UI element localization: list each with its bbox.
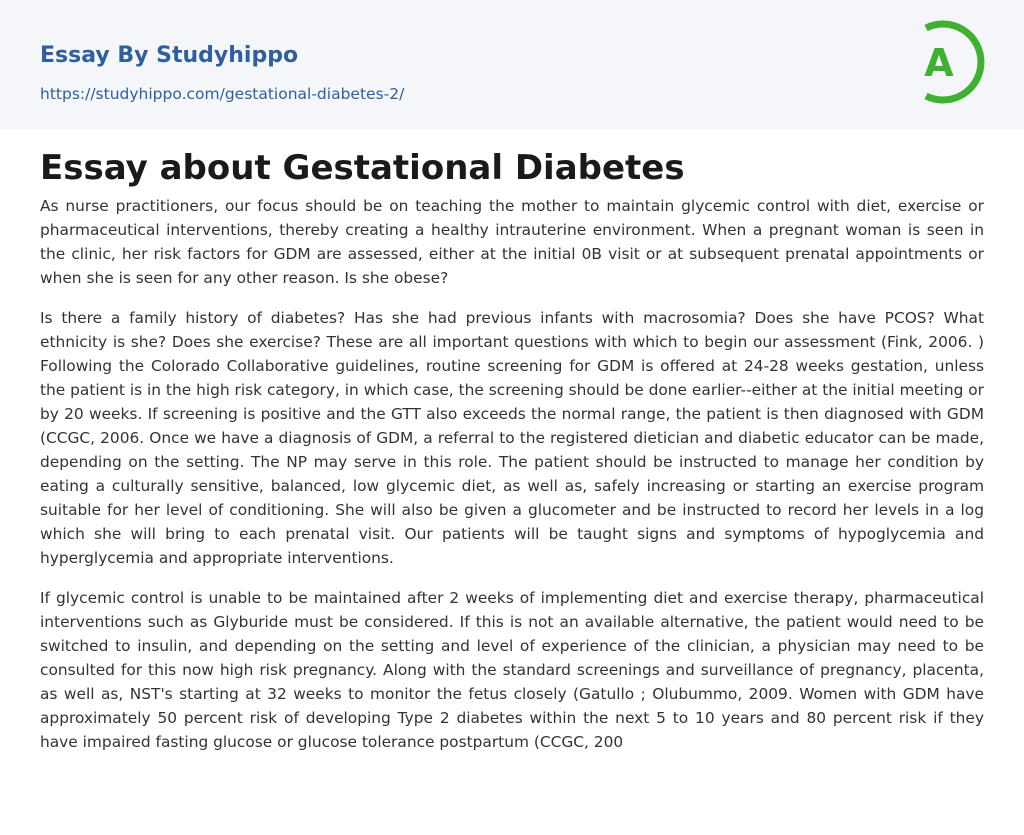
essay-body	[40, 194, 984, 770]
essay-paragraph: If glycemic control is unable to be maintained after 2 weeks of implementing diet and exercise therapy, pharmaceutical interventions such as Glyburide must be considered. If this is not an available alternative, the patient would need to be switched to insulin, and depending on the setting and level of experience of the clinician, a physician may need to be consulted for this now high risk pregnancy. Along with the standard screenings and surveillance of pregnancy, placenta, as well as, NST's starting at 32 weeks to monitor the fetus closely (Gatullo ; Olubummo, 2009. Women with GDM have approximately 50 percent risk of developing Type 2 diabetes within the next 5 to 10 years and 80 percent risk if they have impaired fasting glucose or glucose tolerance postpartum (CCGC, 200	[40, 589, 984, 751]
logo-letter: A	[924, 41, 954, 85]
page-title: Essay about Gestational Diabetes	[40, 148, 685, 188]
essay-paragraph: Is there a family history of diabetes? Has she had previous infants with macrosomia? Does she have PCOS? What ethnicity is she? Does she exercise? These are all important questions with which to begin our assessment (Fink, 2006. ) Following the Colorado Collaborative guidelines, routine screening for GDM is offered at 24-28 weeks gestation, unless the patient is in the high risk category, in which case, the screening should be done earlier--either at the initial meeting or by 20 weeks. If screening is positive and the GTT also exceeds the normal range, the patient is then diagnosed with GDM (CCGC, 2006. Once we have a diagnosis of GDM, a referral to the registered dietician and diabetic educator can be made, depending on the setting. The NP may serve in this role. The patient should be instructed to manage her condition by eating a culturally sensitive, balanced, low glycemic diet, as well as, safely increasing or starting an exercise program suitable for her level of conditioning. She will also be given a glucometer and be instructed to record her levels in a log which she will bring to each prenatal visit. Our patients will be taught signs and symptoms of hypoglycemia and hyperglycemia and appropriate interventions.	[40, 309, 984, 567]
essay-url-link[interactable]: https://studyhippo.com/gestational-diabetes-2/	[40, 85, 405, 103]
site-brand[interactable]: Essay By Studyhippo	[40, 43, 299, 68]
site-header	[0, 0, 1024, 129]
studyhippo-logo-icon[interactable]	[912, 20, 986, 104]
essay-paragraph: As nurse practitioners, our focus should be on teaching the mother to maintain glycemic control with diet, exercise or pharmaceutical interventions, thereby creating a healthy intrauterine environment. When a pregnant woman is seen in the clinic, her risk factors for GDM are assessed, either at the initial 0B visit or at subsequent prenatal appointments or when she is seen for any other reason. Is she obese?	[40, 197, 984, 287]
